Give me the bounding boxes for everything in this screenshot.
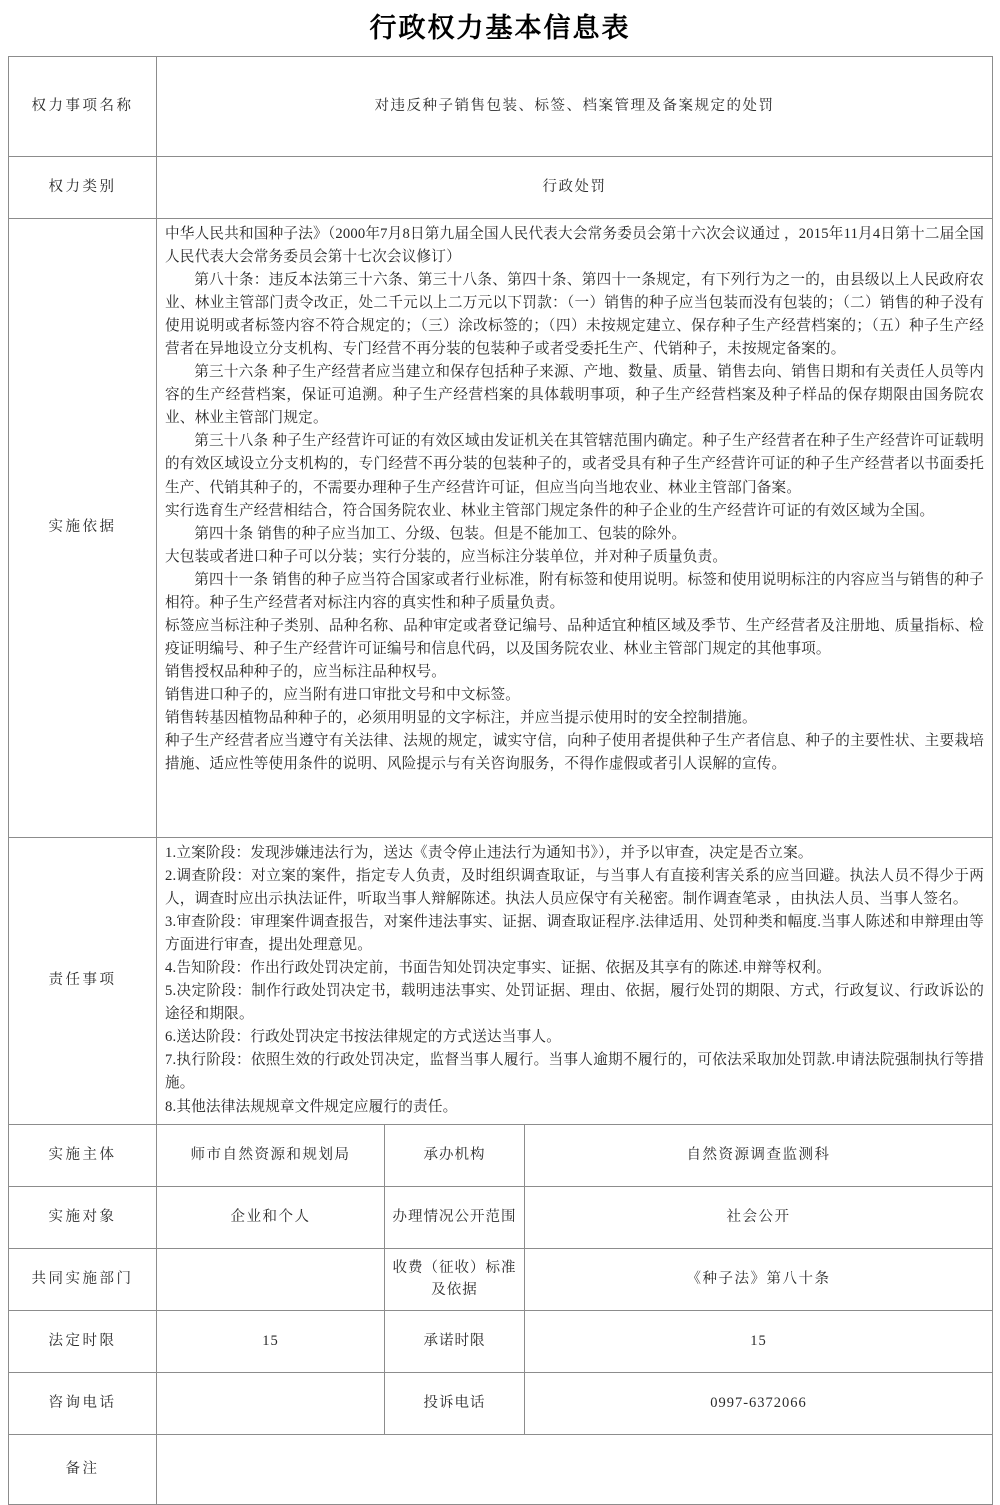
label-promised-limit: 承诺时限 <box>385 1311 525 1373</box>
value-complaint-phone: 0997-6372066 <box>525 1373 993 1435</box>
paragraph: 6.送达阶段：行政处罚决定书按法律规定的方式送达当事人。 <box>165 1029 561 1046</box>
paragraph: 销售进口种子的，应当附有进口审批文号和中文标签。 <box>165 686 521 703</box>
value-statutory-limit: 15 <box>157 1311 385 1373</box>
label-joint-department: 共同实施部门 <box>9 1249 157 1311</box>
value-fee-standard: 《种子法》第八十条 <box>525 1249 993 1311</box>
label-handling-agency: 承办机构 <box>385 1125 525 1187</box>
label-disclosure-scope: 办理情况公开范围 <box>385 1187 525 1249</box>
label-power-item-name: 权力事项名称 <box>9 57 157 157</box>
label-remarks: 备注 <box>9 1435 157 1505</box>
label-complaint-phone: 投诉电话 <box>385 1373 525 1435</box>
table-row-joint-department <box>9 1249 993 1311</box>
paragraph: 种子生产经营者应当遵守有关法律、法规的规定，诚实守信，向种子使用者提供种子生产者信息、种子的主要性状、主要栽培措施、适应性等使用条件的说明、风险提示与有关咨询服务，不得作虚假或者引人误解的宣传。 <box>165 733 985 773</box>
paragraph: 第三十八条 种子生产经营许可证的有效区域由发证机关在其管辖范围内确定。种子生产经营者在种子生产经营许可证载明的有效区域设立分支机构的，专门经营不再分装的包装种子的，或者受具有种子生产经营许可证的种子生产经营者以书面委托生产、代销其种子的，不需要办理种子生产经营许可证，但应当向当地农业、林业主管部门备案。 <box>165 433 985 496</box>
paragraph: 1.立案阶段：发现涉嫌违法行为，送达《责令停止违法行为通知书》），并予以审查，决定是否立案。 <box>165 845 813 861</box>
value-power-category: 行政处罚 <box>157 157 993 219</box>
value-power-item-name: 对违反种子销售包装、标签、档案管理及备案规定的处罚 <box>157 57 993 157</box>
table-row-remarks <box>9 1435 993 1505</box>
implementation-basis-text <box>157 219 992 837</box>
label-statutory-limit: 法定时限 <box>9 1311 157 1373</box>
label-implementing-subject: 实施主体 <box>9 1125 157 1187</box>
paragraph: 3.审查阶段：审理案件调查报告，对案件违法事实、证据、调查取证程序.法律适用、处罚种类和幅度.当事人陈述和申辩理由等方面进行审查，提出处理意见。 <box>165 914 985 954</box>
label-responsibility-items: 责任事项 <box>9 838 157 1125</box>
table-row-statutory-limit <box>9 1311 993 1373</box>
value-remarks <box>157 1435 993 1505</box>
paragraph: 第八十条：违反本法第三十六条、第三十八条、第四十条、第四十一条规定，有下列行为之一的，由县级以上人民政府农业、林业主管部门责令改正，处二千元以上二万元以下罚款：（一）销售的种子应当包装而没有包装的；（二）销售的种子没有使用说明或者标签内容不符合规定的；（三）涂改标签的；（四）未按规定建立、保存种子生产经营档案的；（五）种子生产经营者在异地设立分支机构、专门经营不再分装的包装种子或者受委托生产、代销种子，未按规定备案的。 <box>165 272 985 358</box>
label-power-category: 权力类别 <box>9 157 157 219</box>
paragraph: 第四十条 销售的种子应当加工、分级、包装。但是不能加工、包装的除外。 <box>194 525 687 542</box>
value-implementing-subject: 师市自然资源和规划局 <box>157 1125 385 1187</box>
table-row-implementing-object <box>9 1187 993 1249</box>
table-row-implementation-basis <box>9 219 993 838</box>
paragraph: 第四十一条 销售的种子应当符合国家或者行业标准，附有标签和使用说明。标签和使用说明标注的内容应当与销售的种子相符。种子生产经营者对标注内容的真实性和种子质量负责。 <box>165 571 985 611</box>
paragraph: 8.其他法律法规规章文件规定应履行的责任。 <box>165 1098 458 1115</box>
table-row-consultation-phone <box>9 1373 993 1435</box>
label-fee-standard: 收费（征收）标准及依据 <box>385 1249 525 1311</box>
value-implementation-basis <box>157 219 993 838</box>
table-row-power-item-name <box>9 57 993 157</box>
value-promised-limit: 15 <box>525 1311 993 1373</box>
table-row-implementing-subject <box>9 1125 993 1187</box>
paragraph: 第三十六条 种子生产经营者应当建立和保存包括种子来源、产地、数量、质量、销售去向、销售日期和有关责任人员等内容的生产经营档案，保证可追溯。种子生产经营档案的具体载明事项，种子生产经营档案及种子样品的保存期限由国务院农业、林业主管部门规定。 <box>165 364 985 427</box>
page-title: 行政权力基本信息表 <box>369 13 631 43</box>
value-handling-agency: 自然资源调查监测科 <box>525 1125 993 1187</box>
value-joint-department <box>157 1249 385 1311</box>
value-consultation-phone <box>157 1373 385 1435</box>
value-disclosure-scope: 社会公开 <box>525 1187 993 1249</box>
paragraph: 7.执行阶段：依照生效的行政处罚决定，监督当事人履行。当事人逾期不履行的，可依法采取加处罚款.申请法院强制执行等措施。 <box>165 1052 985 1092</box>
responsibility-items-text <box>157 838 992 1124</box>
label-consultation-phone: 咨询电话 <box>9 1373 157 1435</box>
paragraph: 实行选育生产经营相结合，符合国务院农业、林业主管部门规定条件的种子企业的生产经营许可证的有效区域为全国。 <box>165 502 935 519</box>
value-responsibility-items <box>157 838 993 1125</box>
paragraph: 销售转基因植物品种种子的，必须用明显的文字标注，并应当提示使用时的安全控制措施。 <box>165 709 757 726</box>
paragraph: 标签应当标注种子类别、品种名称、品种审定或者登记编号、品种适宜种植区域及季节、生产经营者及注册地、质量指标、检疫证明编号、种子生产经营许可证编号和信息代码，以及国务院农业、林业主管部门规定的其他事项。 <box>165 617 985 657</box>
table-row-power-category <box>9 157 993 219</box>
paragraph: 中华人民共和国种子法》（2000年7月8日第九届全国人民代表大会常务委员会第十六次会议通过 ，2015年11月4日第十二届全国人民代表大会常务委员会第十七次会议修订） <box>165 226 985 266</box>
table-row-responsibility-items <box>9 838 993 1125</box>
label-implementing-object: 实施对象 <box>9 1187 157 1249</box>
power-info-table <box>8 56 993 1505</box>
paragraph: 销售授权品种种子的，应当标注品种权号。 <box>165 663 447 680</box>
label-implementation-basis: 实施依据 <box>9 219 157 838</box>
paragraph: 2.调查阶段：对立案的案件，指定专人负责，及时组织调查取证，与当事人有直接利害关系的应当回避。执法人员不得少于两人，调查时应出示执法证件，听取当事人辩解陈述。执法人员应保守有关秘密。制作调查笔录 ，由执法人员、当事人签名。 <box>165 868 985 908</box>
paragraph: 大包装或者进口种子可以分装；实行分装的，应当标注分装单位，并对种子质量负责。 <box>165 548 728 565</box>
value-implementing-object: 企业和个人 <box>157 1187 385 1249</box>
paragraph: 4.告知阶段：作出行政处罚决定前，书面告知处罚决定事实、证据、依据及其享有的陈述.申辩等权利。 <box>165 960 832 977</box>
paragraph: 5.决定阶段：制作行政处罚决定书，载明违法事实、处罚证据、理由、依据，履行处罚的期限、方式，行政复议、行政诉讼的途径和期限。 <box>165 983 985 1023</box>
